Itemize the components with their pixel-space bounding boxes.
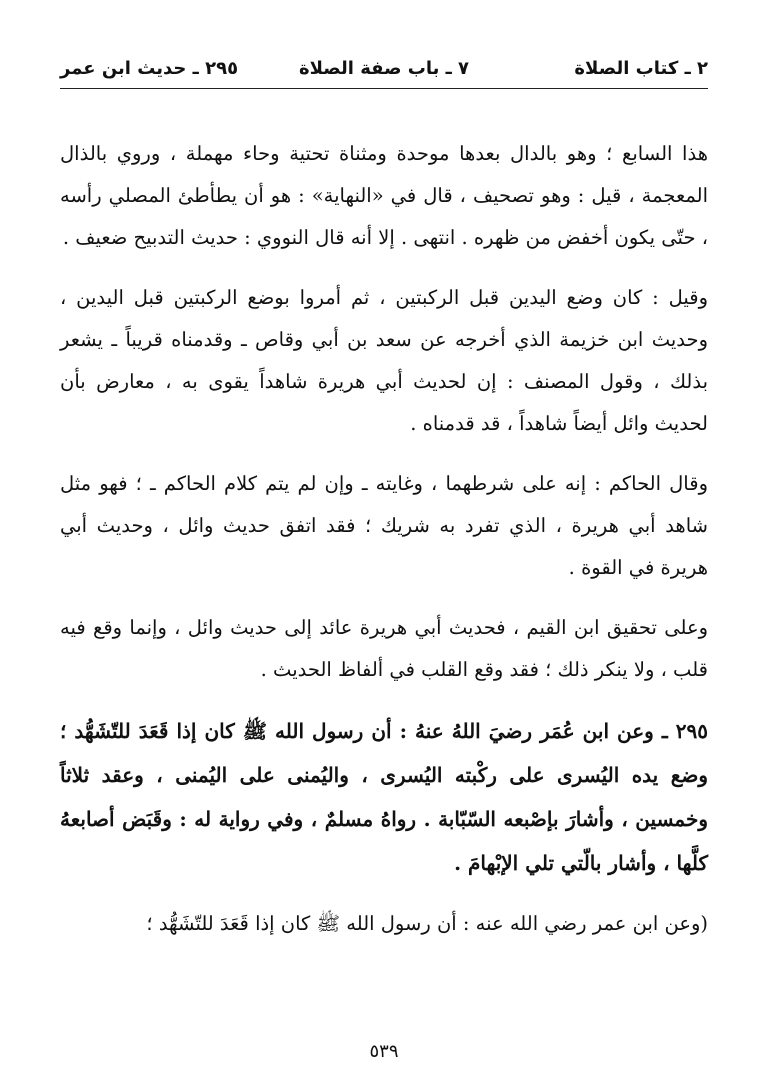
header-book-title: ٢ ـ كتاب الصلاة <box>574 58 708 79</box>
book-page <box>60 52 708 1062</box>
header-hadith-title: ٢٩٥ ـ حديث ابن عمر <box>60 58 239 79</box>
paragraph: وقيل : كان وضع اليدين قبل الركبتين ، ثم أمروا بوضع الركبتين قبل اليدين ، وحديث ابن خزيمة الذي أخرجه عن سعد بن أبي وقاص ـ وقدمناه قريباً ـ يشعر بذلك ، وقول المصنف : إن لحديث أبي هريرة شاهداً يقوى به ، معارض بأن لحديث وائل أيضاً شاهداً ، قد قدمناه . <box>60 286 708 435</box>
header-chapter-title: ٧ ـ باب صفة الصلاة <box>298 58 470 79</box>
paragraph: هذا السابع ؛ وهو بالدال بعدها موحدة ومثناة تحتية وحاء مهملة ، وروي بالذال المعجمة ، قيل : وهو تصحيف ، قال في «النهاية» : هو أن يطأطئ المصلي رأسه ، حتّى يكون أخفض من ظهره . انتهى . إلا أنه قال النووي : حديث التدبيح ضعيف . <box>60 142 708 249</box>
commentary-paragraph: (وعن ابن عمر رضي الله عنه : أن رسول الله ﷺ كان إذا قَعَدَ للتّشَهُّد ؛ <box>146 912 708 935</box>
page-number: ٥٣٩ <box>369 1041 399 1062</box>
hadith-text: ٢٩٥ ـ وعن ابن عُمَر رضيَ اللهُ عنهُ : أن رسول الله ﷺ كان إذا قَعَدَ للتّشَهُّد ؛ وضع يده اليُسرى على ركْبته اليُسرى ، واليُمنى على اليُمنى ، وعقد ثلاثاً وخمسين ، وأشارَ بإصْبعه السّبّابة . رواهُ مسلمٌ ، وفي رواية له : وقَبَض أصابعهُ كلَّها ، وأشار بالّتي تلي الإبْهامَ . <box>60 719 708 875</box>
paragraph: وعلى تحقيق ابن القيم ، فحديث أبي هريرة عائد إلى حديث وائل ، وإنما وقع فيه قلب ، ولا ينكر ذلك ؛ فقد وقع القلب في ألفاظ الحديث . <box>60 616 708 681</box>
page-body <box>60 133 708 945</box>
paragraph: وقال الحاكم : إنه على شرطهما ، وغايته ـ وإن لم يتم كلام الحاكم ـ ؛ فهو مثل شاهد أبي هريرة ، الذي تفرد به شريك ؛ فقد اتفق حديث وائل ، وحديث أبي هريرة في القوة . <box>60 472 708 579</box>
running-header <box>60 52 708 89</box>
